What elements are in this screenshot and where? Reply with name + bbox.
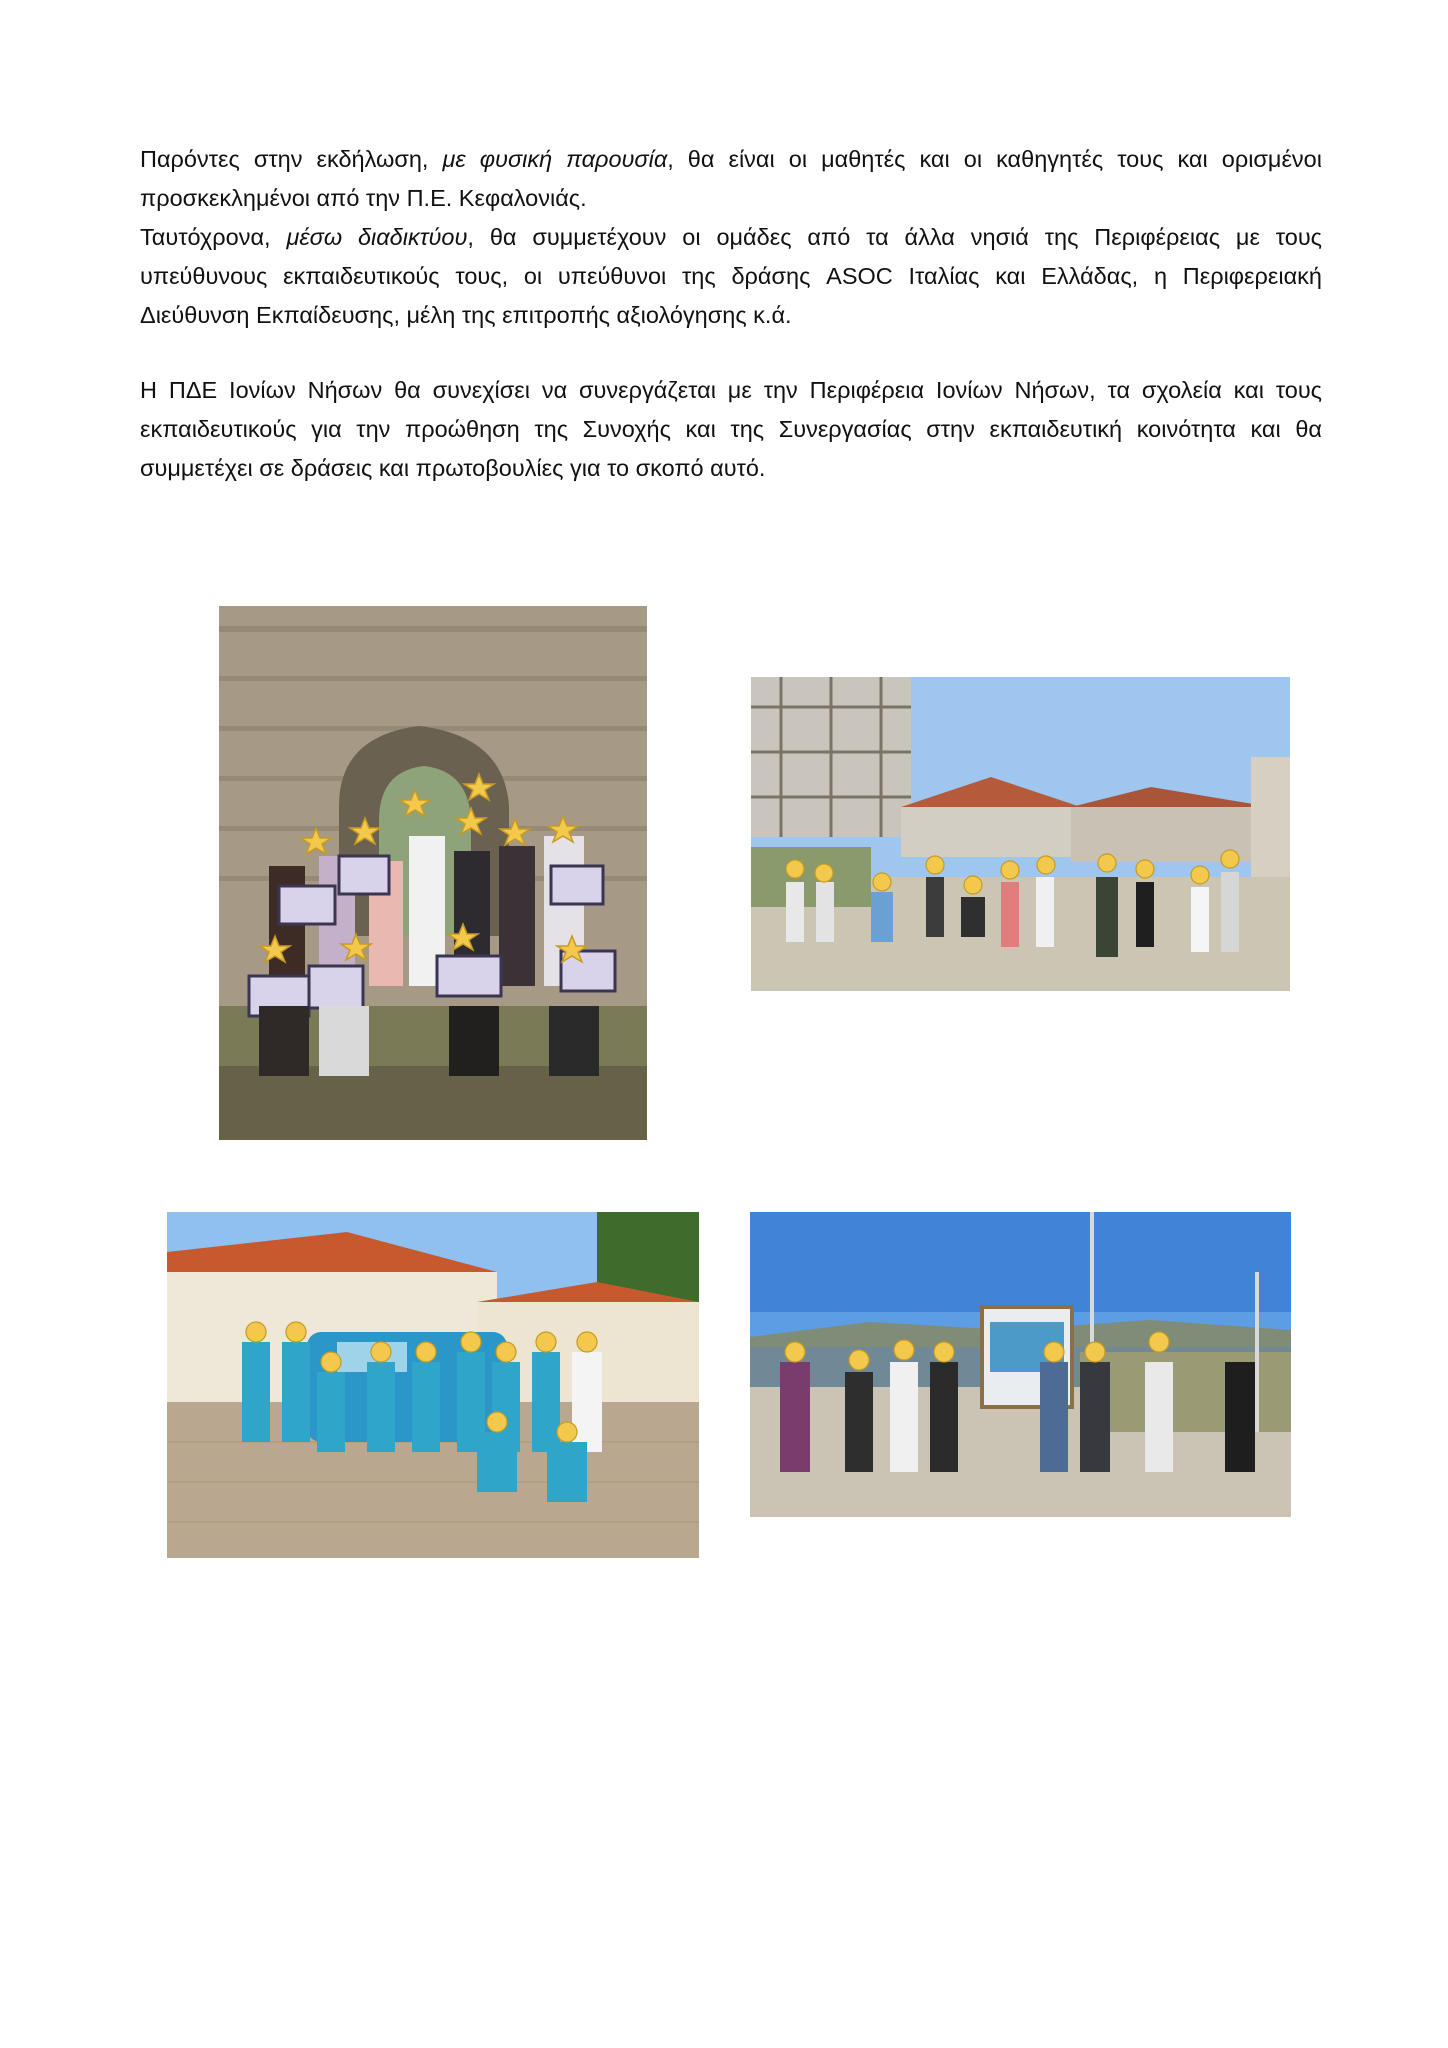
construction-site-group-photo — [751, 677, 1290, 991]
emphasis-physical-presence: με φυσική παρουσία — [442, 146, 668, 172]
blue-van-group-photo — [167, 1212, 699, 1558]
paragraph-cooperation: Η ΠΔΕ Ιονίων Νήσων θα συνεχίσει να συνεργάζεται με την Περιφέρεια Ιονίων Νήσων, τα σχολεία και τους εκπαιδευτικούς για την προώθηση της Συνοχής και της Συνεργασίας στην εκπαιδευτική κοινότητα και θα συμμετέχει σε δράσεις και πρωτοβουλίες για το σκοπό αυτό. — [140, 377, 1322, 481]
stone-archway-group-photo — [219, 606, 647, 1140]
sentence-attendance-physical: Παρόντες στην εκδήλωση, με φυσική παρουσία, θα είναι οι μαθητές και οι καθηγητές τους και ορισμένοι προσκεκλημένοι από την Π.Ε. Κεφαλονιάς. — [140, 146, 1322, 211]
sentence-attendance-online: Ταυτόχρονα, μέσω διαδικτύου, θα συμμετέχουν οι ομάδες από τα άλλα νησιά της Περιφέρειας με τους υπεύθυνους εκπαιδευτικούς τους, οι υπεύθυνοι της δράσης ASOC Ιταλίας και Ελλάδας, η Περιφερειακή Διεύθυνση Εκπαίδευσης, μέλη της επιτροπής αξιολόγησης κ.ά. — [140, 224, 1322, 328]
paragraph-attendance — [140, 140, 1322, 335]
beach-sign-group-photo — [750, 1212, 1291, 1517]
emphasis-online: μέσω διαδικτύου — [286, 224, 468, 250]
